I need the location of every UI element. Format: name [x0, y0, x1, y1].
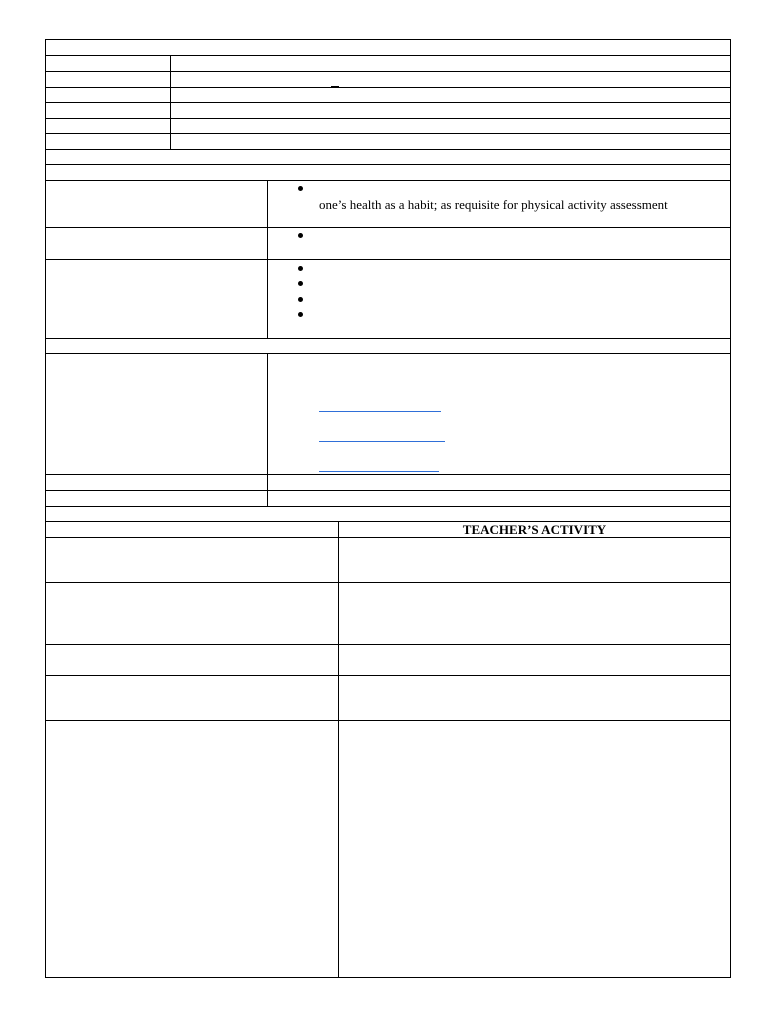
dash-mark: [331, 86, 339, 87]
row-divider: [45, 118, 731, 119]
row-divider: [45, 227, 731, 228]
row-divider: [45, 149, 731, 150]
row-divider: [45, 537, 731, 538]
row-divider: [45, 87, 731, 88]
row-divider: [45, 164, 731, 165]
row-divider: [45, 133, 731, 134]
bullet-icon: [298, 281, 303, 286]
row-divider: [45, 644, 731, 645]
teacher-activity-header: TEACHER’S ACTIVITY: [462, 522, 607, 537]
bullet-icon: [298, 297, 303, 302]
row-divider: [45, 102, 731, 103]
column-divider: [338, 521, 339, 978]
bullet-icon: [298, 312, 303, 317]
reference-link[interactable]: [319, 441, 445, 442]
bullet-icon: [298, 266, 303, 271]
column-divider: [267, 353, 268, 506]
objective-text: one’s health as a habit; as requisite for physical activity assessment: [319, 197, 668, 212]
reference-link[interactable]: [319, 411, 441, 412]
row-divider: [45, 338, 731, 339]
row-divider: [45, 55, 731, 56]
row-divider: [45, 259, 731, 260]
row-divider: [45, 474, 731, 475]
row-divider: [45, 506, 731, 507]
bullet-icon: [298, 186, 303, 191]
row-divider: [45, 353, 731, 354]
column-divider: [170, 55, 171, 149]
bullet-icon: [298, 233, 303, 238]
row-divider: [45, 490, 731, 491]
row-divider: [45, 720, 731, 721]
row-divider: [45, 71, 731, 72]
row-divider: [45, 180, 731, 181]
row-divider: [45, 675, 731, 676]
row-divider: [45, 582, 731, 583]
reference-link[interactable]: [319, 471, 439, 472]
